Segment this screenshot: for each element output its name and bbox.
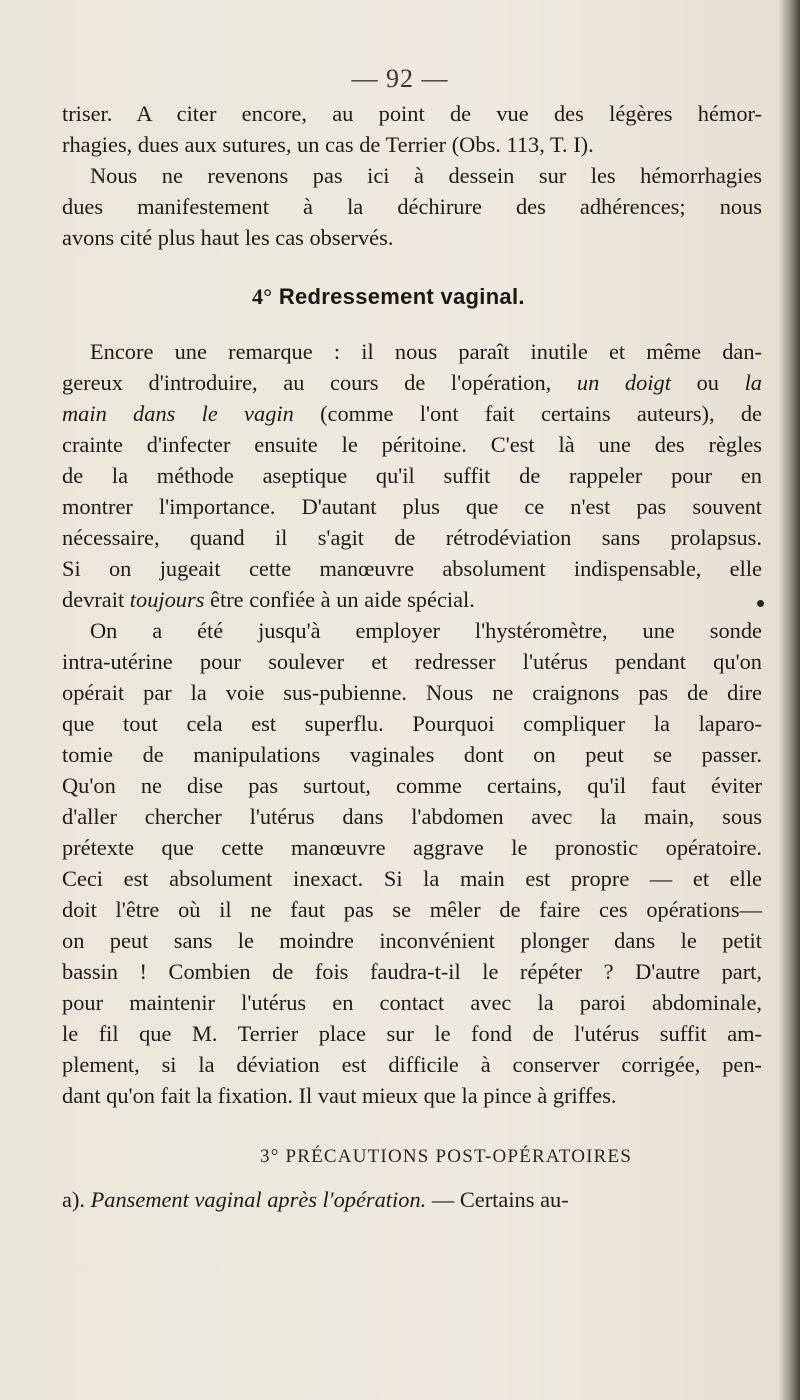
text-line: on peut sans le moindre inconvénient plonger dans le petit: [62, 928, 762, 953]
text-line: Si on jugeait cette manœuvre absolument indispensable, elle: [62, 556, 762, 581]
text-line: [62, 1184, 762, 1215]
text-segment: être confiée à un aide spécial.: [210, 587, 475, 612]
text-line: intra-utérine pour soulever et redresser l'utérus pendant qu'on: [62, 649, 762, 674]
section-title: Redressement vaginal.: [278, 284, 525, 309]
text-line: dues manifestement à la déchirure des adhérences; nous: [62, 194, 762, 219]
text-line: plement, si la déviation est difficile à conserver corrigée, pen-: [62, 1052, 762, 1077]
text-line: On a été jusqu'à employer l'hystéromètre, une sonde: [90, 618, 762, 643]
text-line: tomie de manipulations vaginales dont on peut se passer.: [62, 742, 762, 767]
text-line: d'aller chercher l'utérus dans l'abdomen avec la main, sous: [62, 804, 762, 829]
text-line: opérait par la voie sus-pubienne. Nous ne craignons pas de dire: [62, 680, 762, 705]
text-segment: devrait: [62, 587, 125, 612]
text-line: avons cité plus haut les cas observés.: [62, 225, 394, 250]
page-edge-shadow: [778, 0, 800, 1400]
text-line: [62, 367, 762, 398]
italic-text: Pansement vaginal après l'opération.: [90, 1187, 427, 1212]
text-line: rhagies, dues aux sutures, un cas de Terrier (Obs. 113, T. I).: [62, 132, 594, 157]
text-line: Ceci est absolument inexact. Si la main est propre — et elle: [62, 866, 762, 891]
text-line: doit l'être où il ne faut pas se mêler de faire ces opérations—: [62, 897, 762, 922]
text-line: de la méthode aseptique qu'il suffit de rappeler pour en: [62, 463, 762, 488]
list-label: a).: [62, 1187, 85, 1212]
text-line: bassin ! Combien de fois faudra-t-il le répéter ? D'autre part,: [62, 959, 762, 984]
section-number: 4°: [252, 284, 273, 309]
text-line: Qu'on ne dise pas surtout, comme certains, qu'il faut éviter: [62, 773, 762, 798]
text-line: que tout cela est superflu. Pourquoi compliquer la laparo-: [62, 711, 762, 736]
text-line: Nous ne revenons pas ici à dessein sur les hémorrhagies: [90, 163, 762, 188]
margin-ink-dot: [757, 600, 764, 607]
text-segment: ou: [696, 370, 719, 395]
text-segment: (comme l'ont fait certains auteurs), de: [320, 401, 762, 426]
text-line: [62, 584, 762, 615]
text-line: [62, 398, 762, 429]
italic-text: un doigt: [576, 370, 671, 395]
text-line: crainte d'infecter ensuite le péritoine. C'est là une des règles: [62, 432, 762, 457]
text-segment: — Certains au-: [431, 1187, 569, 1212]
text-line: Encore une remarque : il nous paraît inutile et même dan-: [90, 339, 762, 364]
text-line: pour maintenir l'utérus en contact avec la paroi abdominale,: [62, 990, 762, 1015]
text-line: prétexte que cette manœuvre aggrave le pronostic opératoire.: [62, 835, 762, 860]
sub-section-heading: 3° PRÉCAUTIONS POST-OPÉRATOIRES: [260, 1146, 633, 1167]
text-line: le fil que M. Terrier place sur le fond de l'utérus suffit am-: [62, 1021, 762, 1046]
text-line: triser. A citer encore, au point de vue des légères hémor-: [62, 101, 762, 126]
page-number: — 92 —: [351, 64, 449, 93]
text-line: nécessaire, quand il s'agit de rétrodéviation sans prolapsus.: [62, 525, 762, 550]
italic-text: la: [744, 370, 762, 395]
text-line: dant qu'on fait la fixation. Il vaut mieux que la pince à griffes.: [62, 1083, 617, 1108]
text-line: montrer l'importance. D'autant plus que ce n'est pas souvent: [62, 494, 762, 519]
italic-text: main dans le vagin: [62, 401, 294, 426]
text-segment: gereux d'introduire, au cours de l'opération,: [62, 370, 552, 395]
page-body: [62, 98, 762, 1215]
italic-text: toujours: [129, 587, 205, 612]
section-heading: [62, 281, 762, 312]
